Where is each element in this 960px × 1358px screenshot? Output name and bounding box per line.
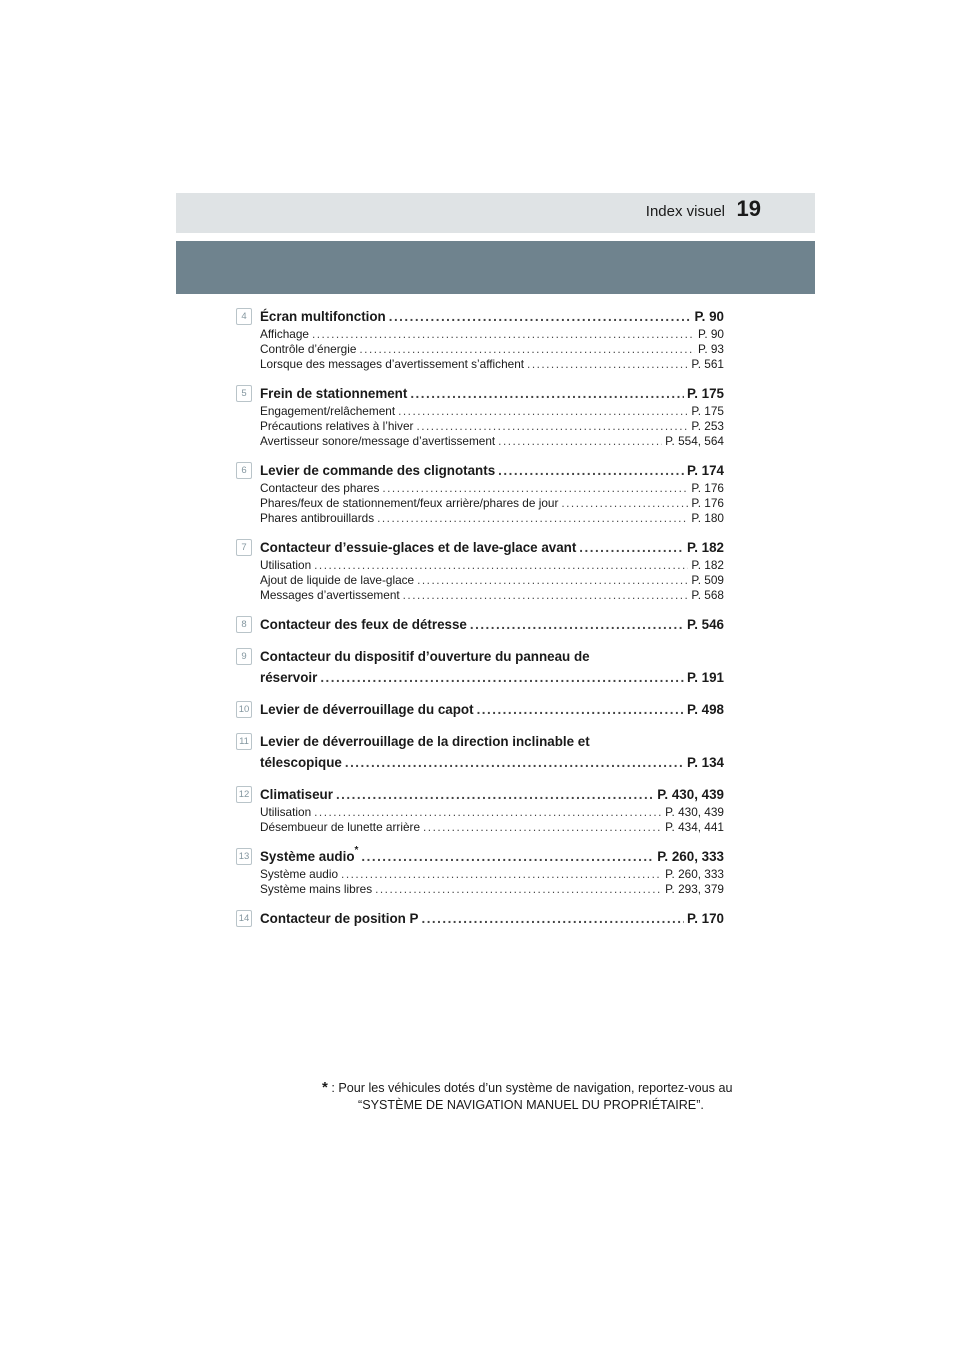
label-text: Désembueur de lunette arrière (260, 820, 421, 834)
label-text: Messages d’avertissement (260, 588, 400, 602)
dot-leader (579, 537, 684, 558)
label-text: Système audio (260, 867, 339, 881)
entry-title-line[interactable] (260, 784, 724, 805)
index-entry[interactable] (232, 731, 724, 773)
entry-title (260, 699, 474, 720)
section-title: Index visuel (645, 203, 725, 220)
page-reference[interactable]: P. 554, 564 (665, 434, 724, 448)
entry-title-line[interactable] (260, 752, 724, 773)
dot-leader (561, 496, 688, 511)
entry-title (260, 306, 386, 327)
item-number-badge: 4 (236, 308, 252, 325)
dot-leader (470, 614, 684, 635)
entry-title-line[interactable] (260, 699, 724, 720)
label-text: Phares/feux de stationnement/feux arrière/phares de jour (260, 496, 559, 510)
entry-title-line[interactable] (260, 667, 724, 688)
label-text: Contacteur de position P (260, 911, 419, 926)
footnote-marker: * (322, 1079, 328, 1096)
sub-entry-line[interactable] (260, 434, 724, 449)
entry-title (260, 846, 358, 867)
entry-title: Contacteur du dispositif d’ouverture du panneau de (260, 649, 590, 664)
entry-title (260, 614, 467, 635)
page-reference[interactable]: P. 509 (691, 573, 724, 587)
sub-entry-line[interactable] (260, 357, 724, 372)
page-reference[interactable]: P. 175 (691, 404, 724, 418)
entry-title-line[interactable] (260, 383, 724, 404)
page-reference[interactable]: P. 174 (687, 463, 724, 478)
label-text: Climatiseur (260, 787, 333, 802)
item-number-badge: 5 (236, 385, 252, 402)
page-reference[interactable]: P. 430, 439 (657, 787, 724, 802)
index-entry[interactable] (232, 784, 724, 835)
dot-leader (341, 867, 662, 882)
dot-leader (382, 481, 688, 496)
dot-leader (375, 882, 662, 897)
dot-leader (498, 460, 684, 481)
page-reference[interactable]: P. 176 (691, 481, 724, 495)
label-text: Ajout de liquide de lave-glace (260, 573, 415, 587)
sub-entry-label (260, 496, 558, 511)
page-reference[interactable]: P. 546 (687, 617, 724, 632)
label-text: Contacteur des feux de détresse (260, 617, 467, 632)
sub-entry-line[interactable] (260, 573, 724, 588)
sub-entry-label (260, 481, 379, 496)
sub-entry-label (260, 573, 414, 588)
page-reference[interactable]: P. 191 (687, 670, 724, 685)
page-reference[interactable]: P. 182 (687, 540, 724, 555)
entry-title (260, 908, 418, 929)
page-reference[interactable]: P. 434, 441 (665, 820, 724, 834)
page-reference[interactable]: P. 175 (687, 386, 724, 401)
label-text: Contrôle d’énergie (260, 342, 357, 356)
sub-entry-label (260, 342, 356, 357)
sub-entry-line[interactable] (260, 419, 724, 434)
index-entry[interactable] (232, 383, 724, 449)
label-text: Levier de déverrouillage du capot (260, 702, 474, 717)
entry-title-line[interactable] (260, 614, 724, 635)
page-reference[interactable]: P. 170 (687, 911, 724, 926)
footnote-star: * (354, 845, 359, 856)
entry-title (260, 752, 342, 773)
entry-title (260, 383, 407, 404)
item-number-badge: 11 (236, 733, 252, 750)
dot-leader (421, 908, 684, 929)
item-number-badge: 8 (236, 616, 252, 633)
sub-entry-line[interactable] (260, 327, 724, 342)
index-entries (232, 306, 724, 940)
sub-entry-label (260, 867, 338, 882)
item-number-badge: 14 (236, 910, 252, 927)
page-reference[interactable]: P. 90 (697, 327, 724, 341)
item-number-badge: 10 (236, 701, 252, 718)
page-reference[interactable]: P. 260, 333 (657, 849, 724, 864)
sub-entry-label (260, 805, 311, 820)
dot-leader (336, 784, 654, 805)
index-entry[interactable] (232, 846, 724, 897)
sub-entry-line[interactable] (260, 481, 724, 496)
dot-leader (416, 419, 688, 434)
sub-entry-label (260, 558, 311, 573)
index-entry[interactable] (232, 646, 724, 688)
label-text: Levier de commande des clignotants (260, 463, 496, 478)
dot-leader (314, 805, 662, 820)
item-number-badge: 7 (236, 539, 252, 556)
entry-title (260, 667, 317, 688)
label-text: Contacteur des phares (260, 481, 380, 495)
item-number-badge: 12 (236, 786, 252, 803)
page-header (176, 193, 815, 233)
item-number-badge: 9 (236, 648, 252, 665)
sub-entry-label (260, 820, 420, 835)
label-text: Phares antibrouillards (260, 511, 375, 525)
label-text: Engagement/relâchement (260, 404, 396, 418)
dot-leader (423, 820, 662, 835)
entry-title-line[interactable] (260, 537, 724, 558)
index-entry[interactable] (232, 908, 724, 929)
dot-leader (498, 434, 662, 449)
page-reference[interactable]: P. 176 (691, 496, 724, 510)
dot-leader (359, 342, 695, 357)
sub-entry-label (260, 882, 372, 897)
page-reference[interactable]: P. 253 (691, 419, 724, 433)
sub-entry-label (260, 357, 524, 372)
sub-entry-line[interactable] (260, 805, 724, 820)
sub-entry-label (260, 511, 374, 526)
sub-entry-label (260, 419, 413, 434)
footnote-line-2: “SYSTÈME DE NAVIGATION MANUEL DU PROPRIÉTAIRE”. (358, 1098, 704, 1112)
page-reference[interactable]: P. 90 (694, 309, 724, 324)
label-text: Affichage (260, 327, 309, 341)
label-text: télescopique (260, 755, 342, 770)
page-reference[interactable]: P. 180 (691, 511, 724, 525)
dot-leader (410, 383, 684, 404)
dot-leader (345, 752, 684, 773)
page-reference[interactable]: P. 260, 333 (665, 867, 724, 881)
page-reference[interactable]: P. 498 (687, 702, 724, 717)
index-entry[interactable] (232, 537, 724, 603)
index-entry[interactable] (232, 614, 724, 635)
dot-leader (389, 306, 692, 327)
page-reference[interactable]: P. 182 (691, 558, 724, 572)
sub-entry-line[interactable] (260, 867, 724, 882)
sub-entry-line[interactable] (260, 882, 724, 897)
page-reference[interactable]: P. 561 (691, 357, 724, 371)
footnote-line-1: : Pour les véhicules dotés d’un système de navigation, reportez-vous au (331, 1081, 733, 1095)
dot-leader (377, 511, 688, 526)
index-entry[interactable] (232, 306, 724, 372)
label-text: Lorsque des messages d’avertissement s’affichent (260, 357, 525, 371)
label-text: Contacteur d’essuie-glaces et de lave-glace avant (260, 540, 577, 555)
entry-title (260, 460, 495, 481)
entry-title-line[interactable] (260, 460, 724, 481)
label-text: Système mains libres (260, 882, 373, 896)
dot-leader (398, 404, 688, 419)
item-number-badge: 6 (236, 462, 252, 479)
sub-entry-line[interactable] (260, 588, 724, 603)
entry-title (260, 537, 576, 558)
entry-title (260, 784, 333, 805)
dot-leader (361, 846, 654, 867)
entry-title-line[interactable] (260, 908, 724, 929)
dot-leader (320, 667, 684, 688)
dot-leader (527, 357, 688, 372)
sub-entry-line[interactable] (260, 342, 724, 357)
sub-entry-line[interactable] (260, 558, 724, 573)
index-entry[interactable] (232, 699, 724, 720)
entry-title: Levier de déverrouillage de la direction inclinable et (260, 734, 590, 749)
label-text: réservoir (260, 670, 318, 685)
label-text: Avertisseur sonore/message d’avertissement (260, 434, 496, 448)
label-text: Précautions relatives à l’hiver (260, 419, 414, 433)
page-reference[interactable]: P. 134 (687, 755, 724, 770)
sub-entry-line[interactable] (260, 820, 724, 835)
item-number-badge: 13 (236, 848, 252, 865)
entry-title-line[interactable] (260, 306, 724, 327)
index-entry[interactable] (232, 460, 724, 526)
sub-entry-label (260, 434, 495, 449)
dot-leader (477, 699, 684, 720)
sub-entry-line[interactable] (260, 496, 724, 511)
sub-entry-line[interactable] (260, 404, 724, 419)
dot-leader (417, 573, 688, 588)
page-reference[interactable]: P. 568 (691, 588, 724, 602)
label-text: Utilisation (260, 805, 312, 819)
entry-title-line[interactable] (260, 846, 724, 867)
label-text: Utilisation (260, 558, 312, 572)
page-number: 19 (736, 196, 761, 221)
label-text: Frein de stationnement (260, 386, 408, 401)
label-text: Système audio (260, 849, 355, 864)
page-reference[interactable]: P. 430, 439 (665, 805, 724, 819)
header-band (176, 241, 815, 294)
label-text: Écran multifonction (260, 309, 386, 324)
footnote (322, 1079, 732, 1114)
dot-leader (312, 327, 695, 342)
sub-entry-label (260, 588, 400, 603)
page-reference[interactable]: P. 293, 379 (665, 882, 724, 896)
dot-leader (403, 588, 689, 603)
dot-leader (314, 558, 688, 573)
sub-entry-label (260, 404, 395, 419)
page-reference[interactable]: P. 93 (697, 342, 724, 356)
sub-entry-label (260, 327, 309, 342)
sub-entry-line[interactable] (260, 511, 724, 526)
